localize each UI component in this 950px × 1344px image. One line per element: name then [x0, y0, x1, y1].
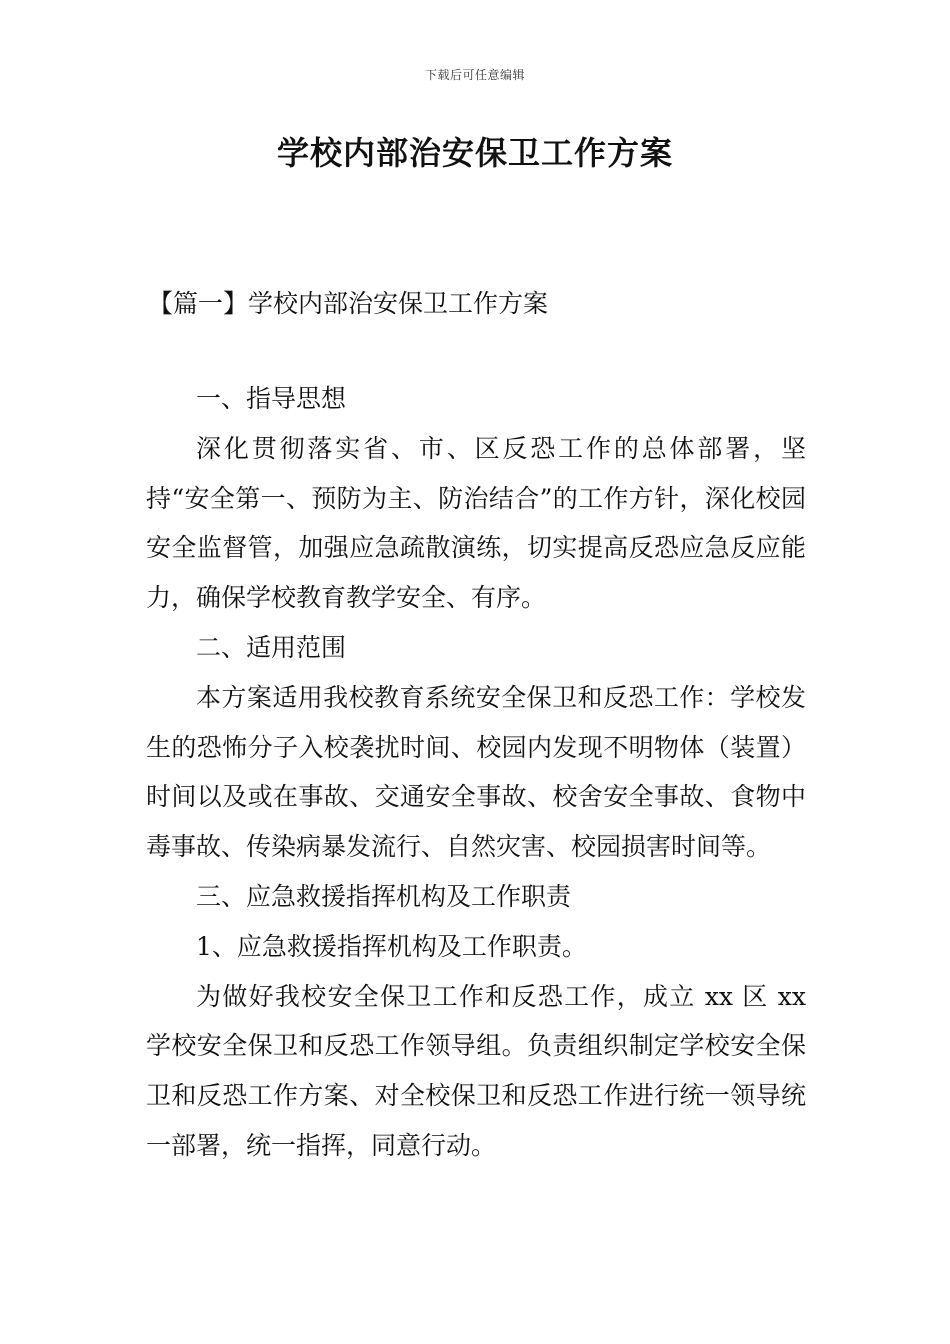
heading-scope: 二、适用范围 — [196, 632, 347, 662]
document-title: 学校内部治安保卫工作方案 — [276, 134, 673, 172]
subheading-command-structure: 1、应急救援指挥机构及工作职责。 — [196, 931, 587, 961]
heading-guiding-ideology: 一、指导思想 — [196, 384, 347, 413]
header-note: 下载后可任意编辑 — [424, 68, 525, 82]
paragraph-scope: 本方案适用我校教育系统安全保卫和反恐工作：学校发生的恐怖分子入校袭扰时间、校园内发现不明物体（装置）时间以及或在事故、交通安全事故、校舍安全事故、食物中毒事故、传染病暴发流行、自然灾害、校园损害时间等。 — [146, 682, 806, 862]
document-body — [146, 374, 806, 1171]
paragraph-leadership-group: 为做好我校安全保卫工作和反恐工作，成立 xx 区 xx 学校安全保卫和反恐工作领导组。负责组织制定学校安全保卫和反恐工作方案、对全校保卫和反恐工作进行统一领导统一部署，统一指挥，同意行动。 — [146, 981, 806, 1160]
paragraph-guiding-ideology: 深化贯彻落实省、市、区反恐工作的总体部署，坚持“安全第一、预防为主、防治结合”的工作方针，深化校园安全监督管，加强应急疏散演练，切实提高反恐应急反应能力，确保学校教育教学安全、有序。 — [146, 433, 806, 613]
heading-command-structure: 三、应急救援指挥机构及工作职责 — [196, 881, 572, 911]
section-heading: 【篇一】学校内部治安保卫工作方案 — [148, 289, 549, 318]
